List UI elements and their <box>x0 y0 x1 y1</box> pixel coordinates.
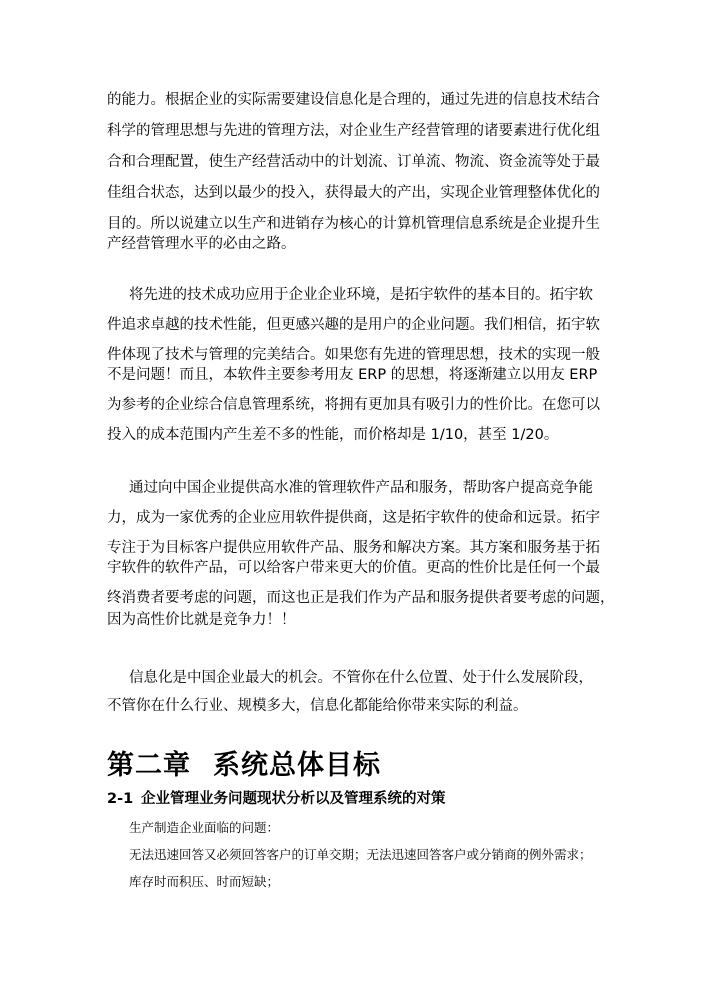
chapter-heading <box>107 746 381 786</box>
list-item: 库存时而积压、时而短缺； <box>129 874 280 889</box>
list-item: 无法迅速回答又必须回答客户的订单交期；无法迅速回答客户或分销商的例外需求； <box>129 847 592 862</box>
paragraph-line: 合和合理配置，使生产经营活动中的计划流、订单流、物流、资金流等处于最 <box>107 154 600 170</box>
paragraph-line: 将先进的技术成功应用于企业企业环境，是拓宇软件的基本目的。拓宇软 <box>129 287 593 303</box>
paragraph-line: 宇软件的软件产品，可以给客户带来更大的价值。更高的性价比是任何一个最 <box>107 560 600 576</box>
paragraph-line: 投入的成本范围内产生差不多的性能，而价格却是 1/10，甚至 1/20。 <box>107 427 559 443</box>
paragraph-line: 信息化是中国企业最大的机会。不管你在什么位置、处于什么发展阶段， <box>129 670 593 686</box>
paragraph-line: 因为高性价比就是竞争力！！ <box>107 612 296 628</box>
list-intro: 生产制造企业面临的问题： <box>129 820 280 835</box>
section-title: 企业管理业务问题现状分析以及管理系统的对策 <box>141 791 446 807</box>
chapter-title: 系统总体目标 <box>213 750 381 781</box>
paragraph-line: 专注于为目标客户提供应用软件产品、服务和解决方案。其方案和服务基于拓 <box>107 540 600 556</box>
paragraph-line: 的能力。根据企业的实际需要建设信息化是合理的，通过先进的信息技术结合 <box>107 92 600 108</box>
paragraph-line: 件体现了技术与管理的完美结合。如果您有先进的管理思想，技术的实现一般 <box>107 347 600 363</box>
paragraph-line: 为参考的企业综合信息管理系统，将拥有更加具有吸引力的性价比。在您可以 <box>107 397 600 413</box>
chapter-number: 第二章 <box>107 750 191 781</box>
paragraph-line: 力，成为一家优秀的企业应用软件提供商，这是拓宇软件的使命和远景。拓宇 <box>107 510 600 526</box>
section-heading <box>107 788 446 810</box>
paragraph-line: 目的。所以说建立以生产和进销存为核心的计算机管理信息系统是企业提升生 <box>107 216 600 232</box>
section-number: 2-1 <box>107 791 134 807</box>
paragraph-line: 不是问题！而且，本软件主要参考用友 ERP 的思想，将逐渐建立以用友 ERP <box>107 367 598 383</box>
paragraph-line: 科学的管理思想与先进的管理方法，对企业生产经营管理的诸要素进行优化组 <box>107 123 600 139</box>
paragraph-line: 件追求卓越的技术性能，但更感兴趣的是用户的企业问题。我们相信，拓宇软 <box>107 317 600 333</box>
paragraph-line: 佳组合状态，达到以最少的投入，获得最大的产出，实现企业管理整体优化的 <box>107 185 600 201</box>
paragraph-line: 不管你在什么行业、规模多大，信息化都能给你带来实际的利益。 <box>107 698 528 714</box>
paragraph-line: 产经营管理水平的必由之路。 <box>107 236 296 252</box>
paragraph-line: 终消费者要考虑的问题，而这也正是我们作为产品和服务提供者要考虑的问题， <box>107 590 615 606</box>
paragraph-line: 通过向中国企业提供高水准的管理软件产品和服务，帮助客户提高竞争能 <box>129 480 593 496</box>
